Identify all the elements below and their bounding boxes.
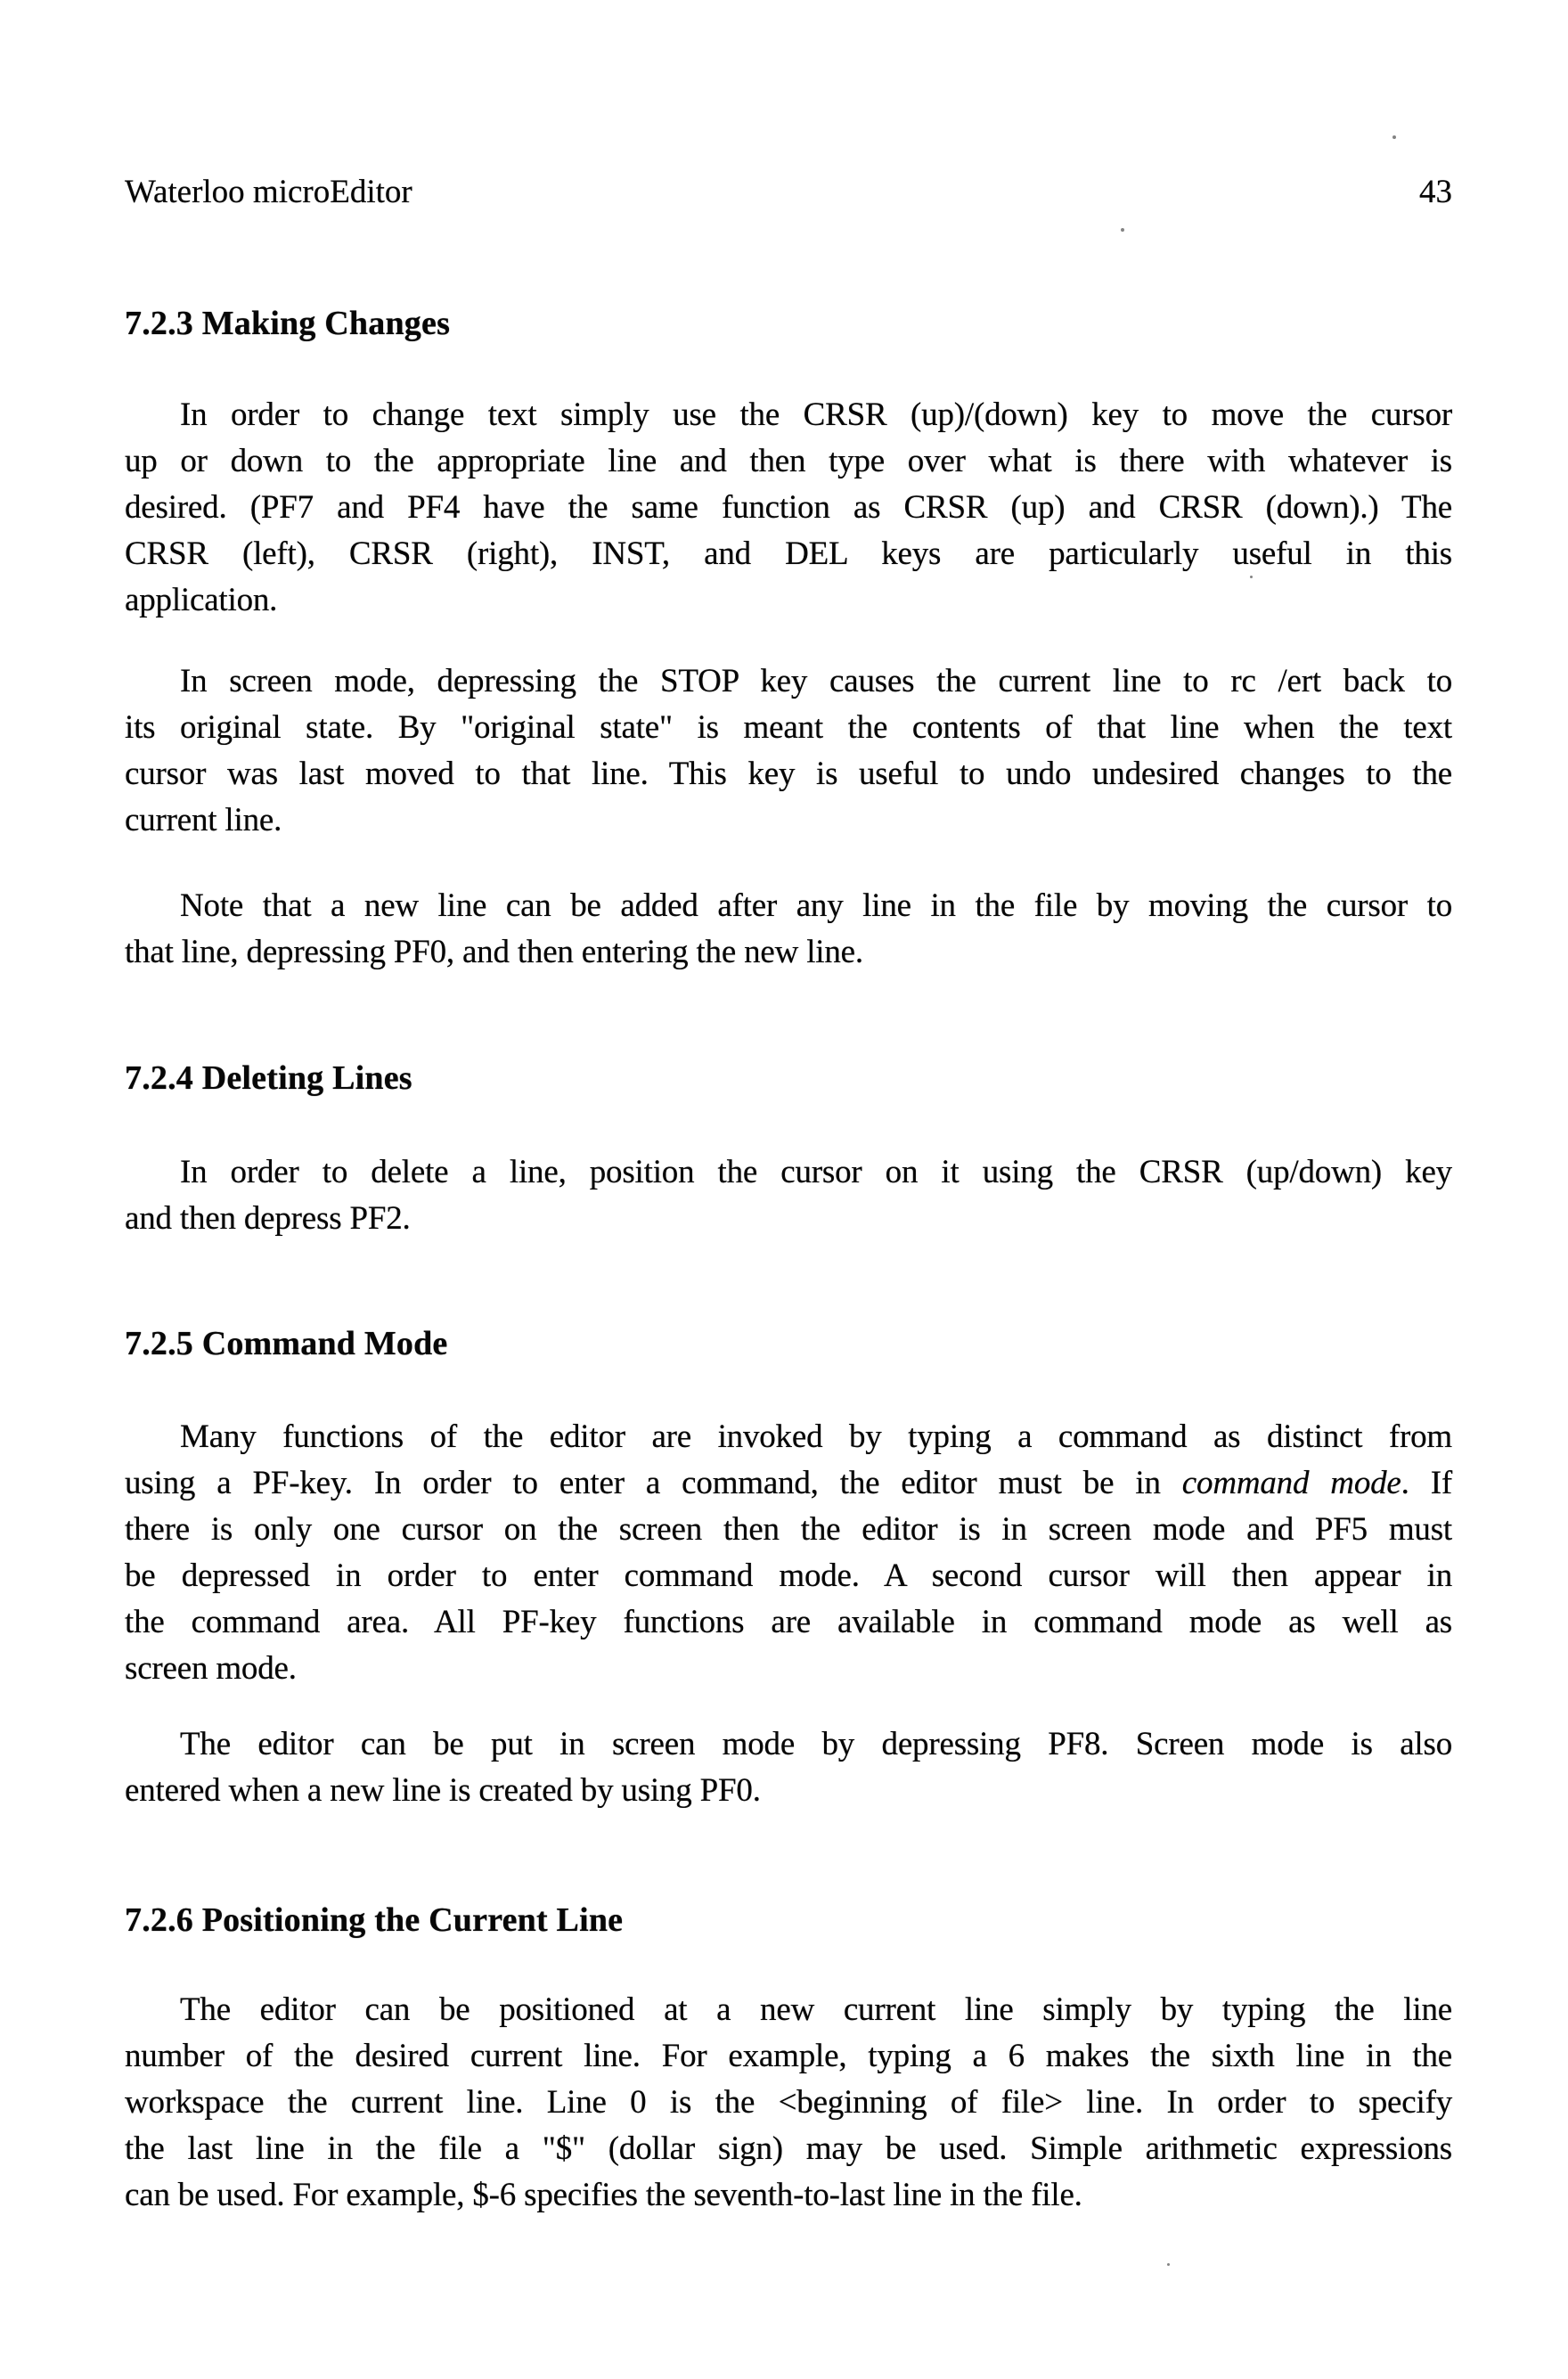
text-line: can be used. For example, $-6 specifies the seventh-to-last line in the file.	[125, 2177, 1082, 2213]
section-heading-7-2-3: 7.2.3 Making Changes	[125, 305, 451, 342]
scan-speck	[1392, 135, 1396, 139]
paragraph	[125, 883, 1452, 976]
text-line: be depressed in order to enter command mode. A second cursor will then appear in	[125, 1557, 1452, 1594]
section-heading-7-2-5: 7.2.5 Command Mode	[125, 1325, 448, 1362]
paragraph	[125, 1721, 1452, 1814]
text-line: and then depress PF2.	[125, 1200, 411, 1237]
text-line: number of the desired current line. For example, typing a 6 makes the sixth line in the	[125, 2038, 1452, 2074]
text-line: CRSR (left), CRSR (right), INST, and DEL keys are particularly useful in this	[125, 535, 1452, 572]
text-line: cursor was last moved to that line. This key is useful to undo undesired changes to the	[125, 756, 1452, 792]
text-line: that line, depressing PF0, and then entering the new line.	[125, 934, 863, 970]
text-line: workspace the current line. Line 0 is the <beginning of file> line. In order to specify	[125, 2084, 1452, 2121]
text-line	[125, 1460, 1452, 1507]
section-heading-7-2-4: 7.2.4 Deleting Lines	[125, 1059, 412, 1097]
text-line: The editor can be positioned at a new current line simply by typing the line	[180, 1991, 1452, 2028]
text-line: up or down to the appropriate line and then type over what is there with whatever is	[125, 443, 1452, 479]
text-segment: . If	[1401, 1465, 1452, 1501]
scan-speck	[1250, 576, 1253, 578]
text-line: In order to delete a line, position the cursor on it using the CRSR (up/down) key	[180, 1154, 1452, 1190]
paragraph	[125, 1149, 1452, 1242]
paragraph	[125, 658, 1452, 844]
page-number: 43	[1419, 174, 1452, 210]
text-line: the last line in the file a "$" (dollar sign) may be used. Simple arithmetic expressions	[125, 2130, 1452, 2167]
text-line: the command area. All PF-key functions are available in command mode as well as	[125, 1604, 1452, 1640]
paragraph	[125, 1987, 1452, 2219]
text-line: application.	[125, 582, 278, 618]
scan-speck	[1167, 2263, 1170, 2266]
scan-speck	[1121, 228, 1124, 232]
text-line: Many functions of the editor are invoked by typing a command as distinct from	[180, 1418, 1452, 1455]
text-line: there is only one cursor on the screen then the editor is in screen mode and PF5 must	[125, 1511, 1452, 1548]
text-line: The editor can be put in screen mode by depressing PF8. Screen mode is also	[180, 1726, 1452, 1762]
section-heading-7-2-6: 7.2.6 Positioning the Current Line	[125, 1901, 624, 1939]
italic-text: command mode	[1181, 1465, 1401, 1501]
paragraph	[125, 1414, 1452, 1692]
running-header-title: Waterloo microEditor	[125, 174, 412, 210]
text-line: screen mode.	[125, 1650, 297, 1687]
text-line: entered when a new line is created by using PF0.	[125, 1772, 761, 1809]
paragraph	[125, 392, 1452, 624]
text-line: its original state. By "original state" is meant the contents of that line when the text	[125, 709, 1452, 746]
text-segment: using a PF-key. In order to enter a command, the editor must be in	[125, 1465, 1182, 1501]
text-line: In order to change text simply use the CRSR (up)/(down) key to move the cursor	[180, 396, 1452, 433]
text-line: Note that a new line can be added after any line in the file by moving the cursor to	[180, 887, 1452, 924]
text-line: In screen mode, depressing the STOP key causes the current line to rc /ert back to	[180, 663, 1452, 699]
text-line: current line.	[125, 802, 282, 838]
text-line: desired. (PF7 and PF4 have the same function as CRSR (up) and CRSR (down).) The	[125, 489, 1452, 526]
